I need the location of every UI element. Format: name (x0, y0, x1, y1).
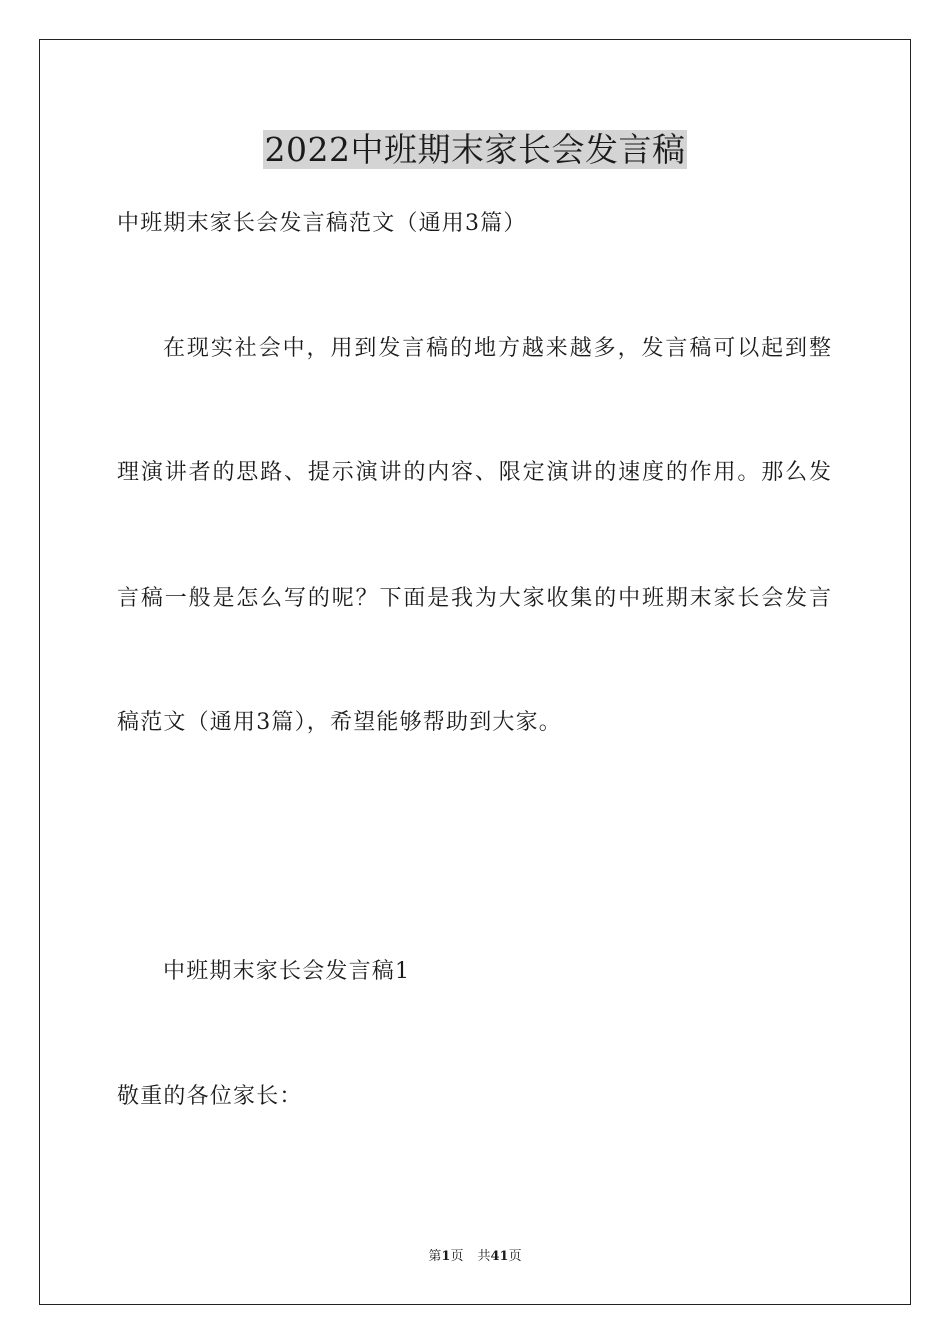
document-title (0, 126, 950, 174)
salutation: 敬重的各位家长： (117, 1084, 303, 1109)
page-footer (0, 1248, 950, 1266)
footer-total-pages: 41 (490, 1249, 509, 1264)
footer-total-suffix: 页 (508, 1249, 522, 1264)
intro-line-4: 稿范文（通用3篇），希望能够帮助到大家。 (117, 710, 562, 735)
intro-line-1: 在现实社会中，用到发言稿的地方越来越多，发言稿可以起到整 (163, 336, 831, 361)
intro-line-2: 理演讲者的思路、提示演讲的内容、限定演讲的速度的作用。那么发 (117, 460, 831, 485)
footer-page-prefix: 第 (428, 1249, 442, 1264)
section-heading: 中班期末家长会发言稿1 (163, 959, 411, 984)
footer-total-prefix: 共 (477, 1249, 491, 1264)
document-subtitle: 中班期末家长会发言稿范文（通用3篇） (117, 211, 527, 236)
document-title-text: 2022中班期末家长会发言稿 (264, 130, 686, 169)
footer-page-suffix: 页 (450, 1249, 464, 1264)
intro-line-3: 言稿一般是怎么写的呢？下面是我为大家收集的中班期末家长会发言 (117, 586, 831, 611)
footer-page-number: 1 (441, 1249, 451, 1264)
